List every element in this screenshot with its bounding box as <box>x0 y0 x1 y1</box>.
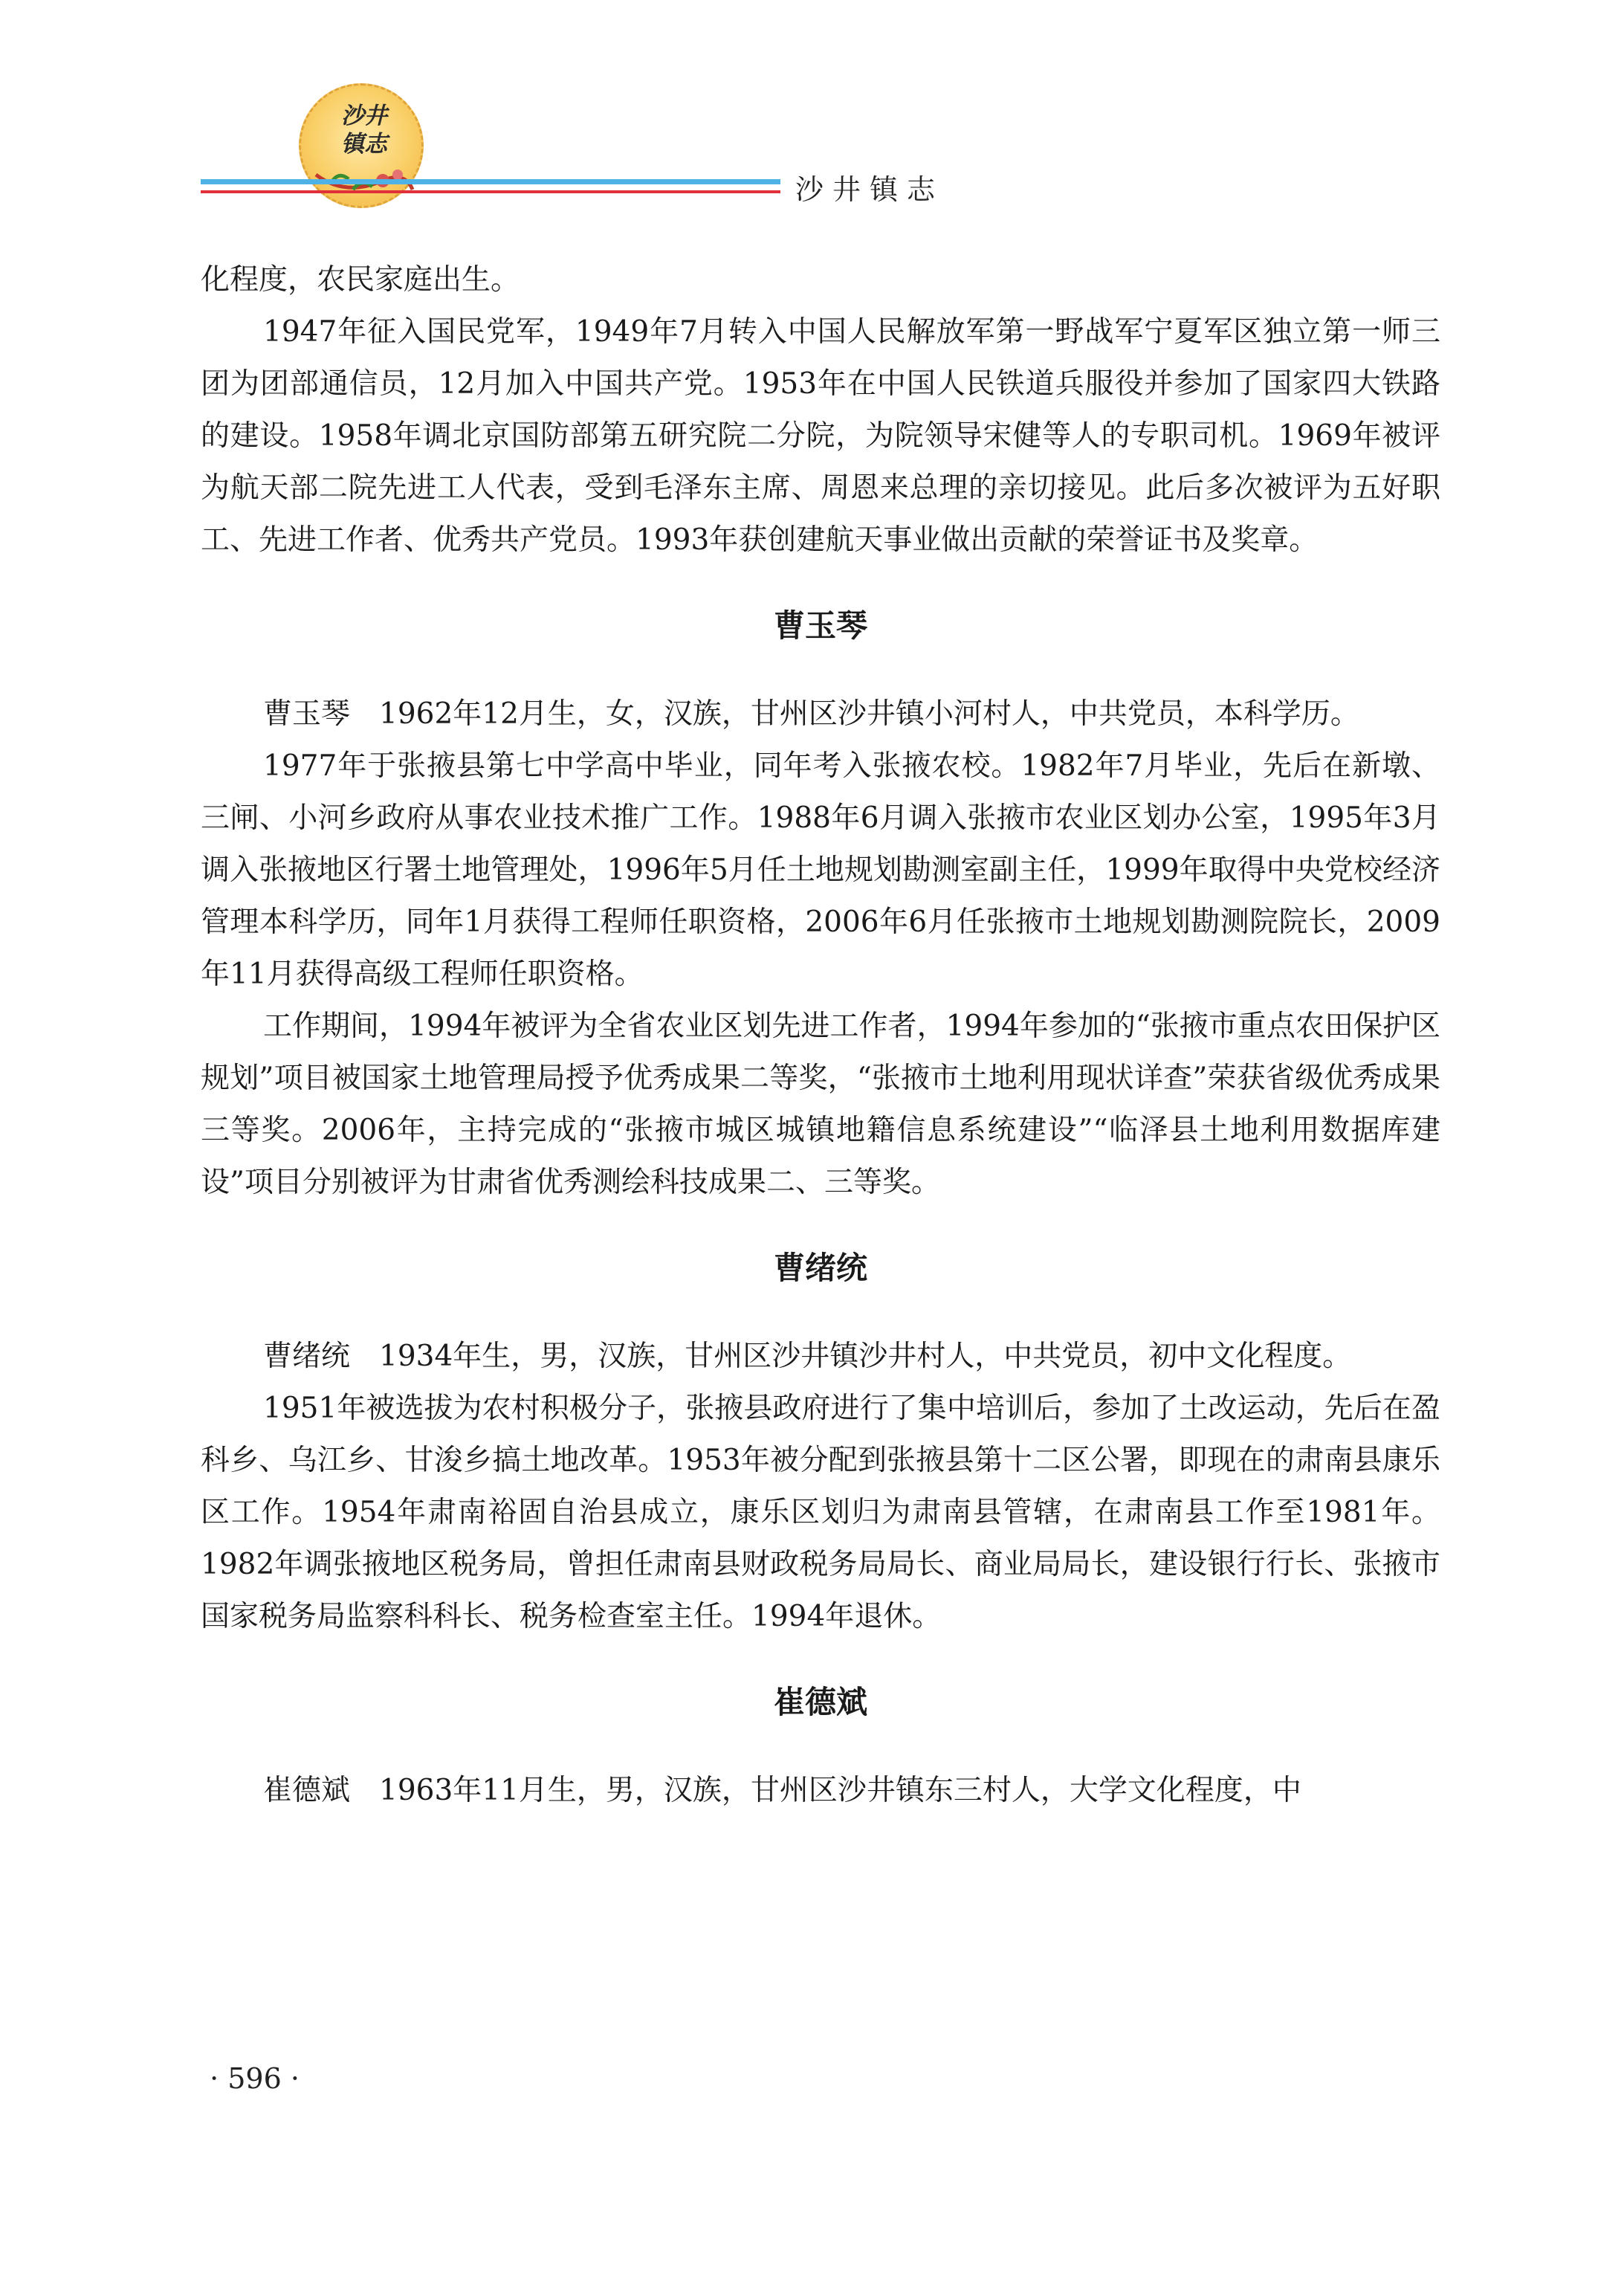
body-paragraph: 化程度，农民家庭出生。 <box>201 263 520 297</box>
page-header <box>0 0 1624 223</box>
section-title: 曹绪统 <box>773 1250 867 1286</box>
page-number: · 596 · <box>210 2062 300 2095</box>
book-logo-emblem <box>299 83 424 208</box>
body-paragraph: 1951年被选拔为农村积极分子，张掖县政府进行了集中培训后，参加了土改运动，先后在盈科乡、乌江乡、甘浚乡搞土地改革。1953年被分配到张掖县第十二区公署，即现在的肃南县康乐区工作。1954年肃南裕固自治县成立，康乐区划归为肃南县管辖，在肃南县工作至1981年。1982年调张掖地区税务局，曾担任肃南县财政税务局局长、商业局局长，建设银行行长、张掖市国家税务局监察科科长、税务检查室主任。1994年退休。 <box>201 1392 1440 1633</box>
body-paragraph: 1947年征入国民党军，1949年7月转入中国人民解放军第一野战军宁夏军区独立第一师三团为团部通信员，12月加入中国共产党。1953年在中国人民铁道兵服役并参加了国家四大铁路的建设。1958年调北京国防部第五研究院二分院，为院领导宋健等人的专职司机。1969年被评为航天部二院先进工人代表，受到毛泽东主席、周恩来总理的亲切接见。此后多次被评为五好职工、先进工作者、优秀共产党员。1993年获创建航天事业做出贡献的荣誉证书及奖章。 <box>201 315 1440 557</box>
header-rule-blue <box>201 179 780 184</box>
body-paragraph: 曹玉琴 1962年12月生，女，汉族，甘州区沙井镇小河村人，中共党员，本科学历。 <box>263 697 1359 731</box>
body-paragraph: 1977年于张掖县第七中学高中毕业，同年考入张掖农校。1982年7月毕业，先后在新墩、三闸、小河乡政府从事农业技术推广工作。1988年6月调入张掖市农业区划办公室，1995年3月调入张掖地区行署土地管理处，1996年5月任土地规划勘测室副主任，1999年取得中央党校经济管理本科学历，同年1月获得工程师任职资格，2006年6月任张掖市土地规划勘测院院长，2009年11月获得高级工程师任职资格。 <box>201 749 1440 991</box>
body-paragraph: 曹绪统 1934年生，男，汉族，甘州区沙井镇沙井村人，中共党员，初中文化程度。 <box>263 1340 1352 1373</box>
section-title: 曹玉琴 <box>773 607 867 644</box>
section-title: 崔德斌 <box>773 1684 867 1720</box>
running-header-title: 沙井镇志 <box>795 173 945 206</box>
header-rule-red <box>201 190 780 193</box>
page-body <box>201 254 1440 1817</box>
body-paragraph: 工作期间，1994年被评为全省农业区划先进工作者，1994年参加的“张掖市重点农田保护区规划”项目被国家土地管理局授予优秀成果二等奖，“张掖市土地利用现状详查”荣获省级优秀成果三等奖。2006年，主持完成的“张掖市城区城镇地籍信息系统建设”“临泽县土地利用数据库建设”项目分别被评为甘肃省优秀测绘科技成果二、三等奖。 <box>201 1010 1440 1199</box>
logo-text: 沙井 镇志 <box>341 103 387 158</box>
body-paragraph: 崔德斌 1963年11月生，男，汉族，甘州区沙井镇东三村人，大学文化程度，中 <box>263 1774 1301 1807</box>
